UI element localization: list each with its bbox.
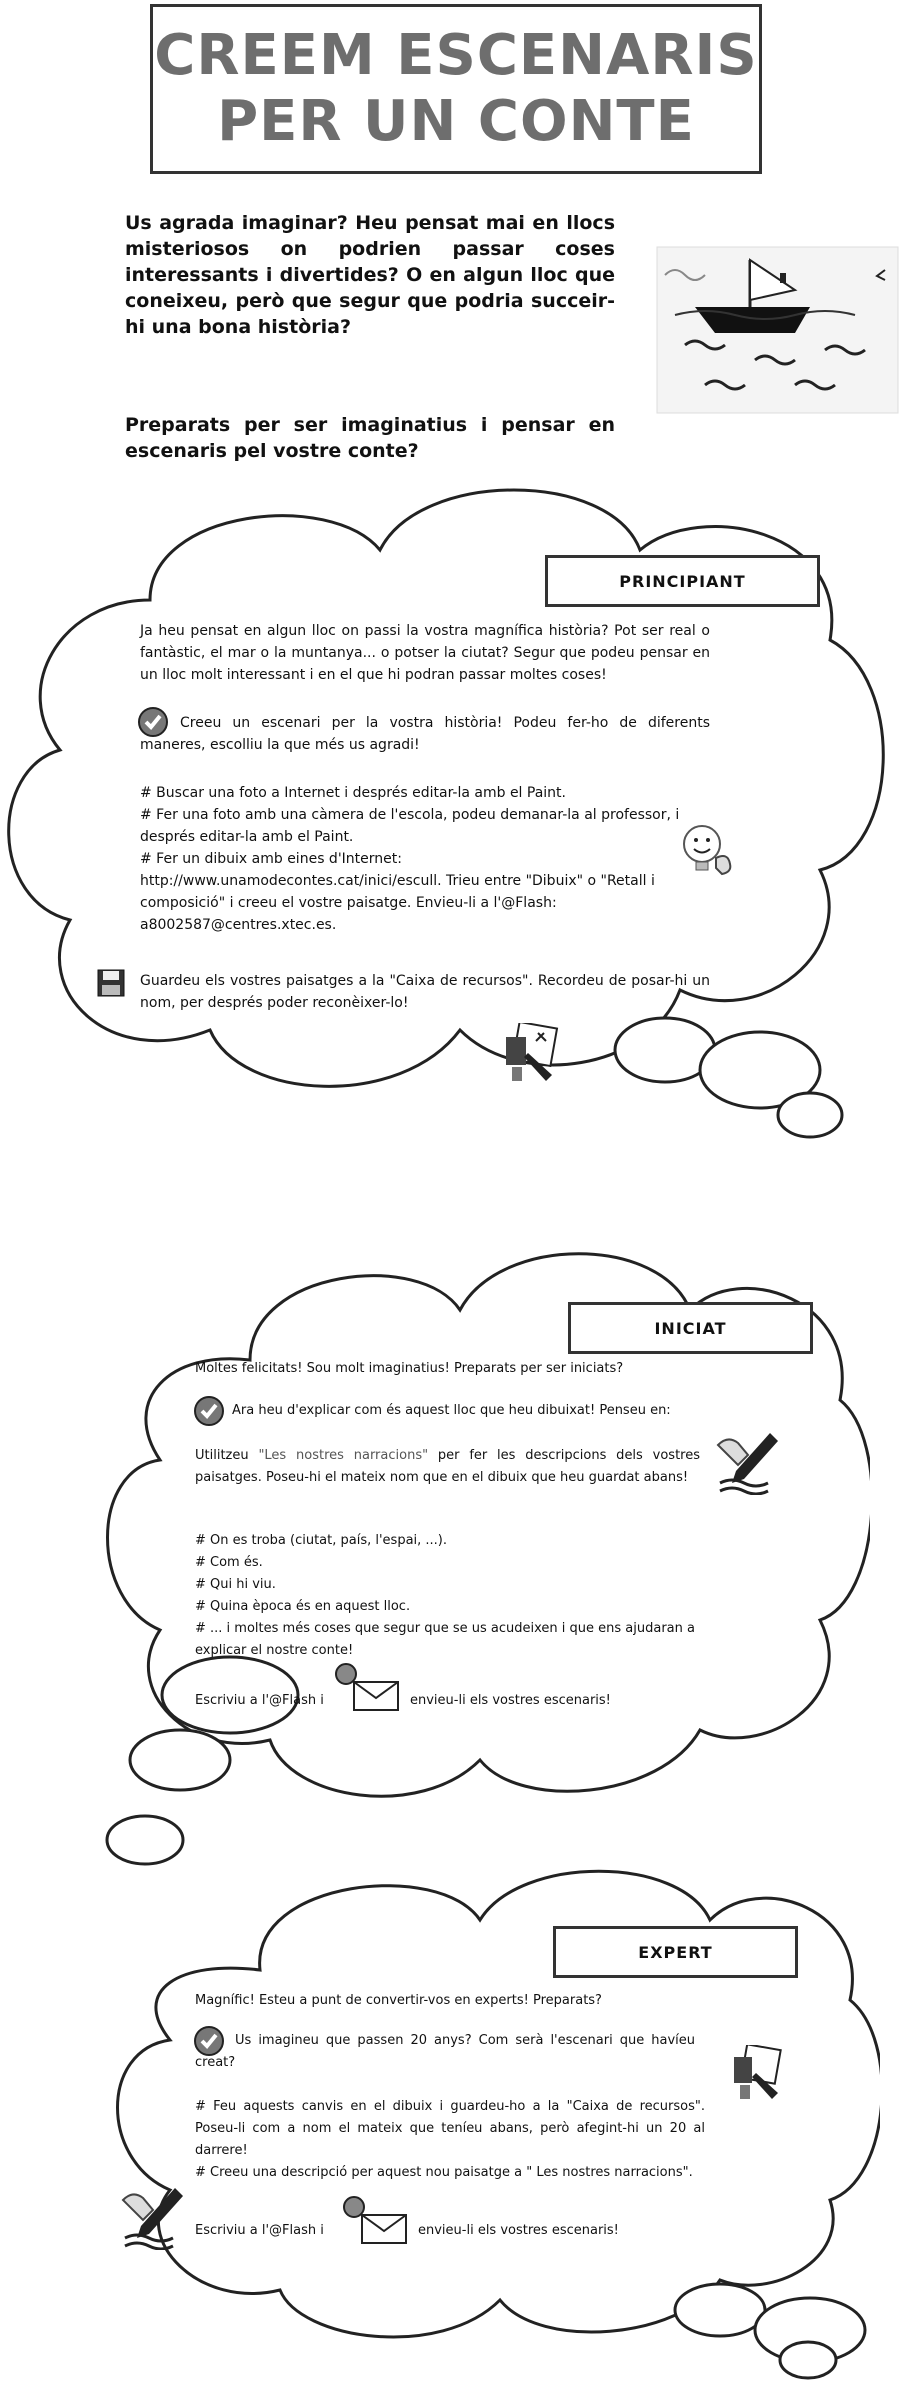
page-title-line-1: CREEM ESCENARIS bbox=[154, 23, 758, 88]
iniciat-narrations-prefix: Utilitzeu bbox=[195, 1448, 259, 1463]
floppy-disk-icon bbox=[96, 968, 126, 998]
intro-paragraph-1: Us agrada imaginar? Heu pensat mai en llocs misteriosos on podrien passar coses interessants i divertides? O en algun lloc que coneixeu, però que segur que podria succeir-hi una bona història? bbox=[125, 212, 615, 338]
expert-step-1: # Feu aquests canvis en el dibuix i guardeu-ho a la "Caixa de recursos". Poseu-li com a nom el mateix que teníeu abans, però afegint-hi un 20 al darrere! bbox=[195, 2099, 705, 2158]
smiley-lightbulb-icon bbox=[678, 820, 738, 878]
principiant-intro: Ja heu pensat en algun lloc on passi la vostra magnífica història? Pot ser real o fantàstic, el mar o la muntanya... o potser la ciutat? Segur que podeu pensar en un lloc molt interessant i en el que hi podran passar moltes coses! bbox=[140, 623, 710, 683]
principiant-options bbox=[140, 782, 680, 936]
level-label-principiant: PRINCIPIANT bbox=[545, 555, 820, 607]
intro-paragraph-2: Preparats per ser imaginatius i pensar en escenaris pel vostre conte? bbox=[125, 414, 615, 462]
les-nostres-narracions-link[interactable]: "Les nostres narracions" bbox=[258, 1448, 429, 1463]
expert-step-2: # Creeu una descripció per aquest nou paisatge a " Les nostres narracions". bbox=[195, 2165, 693, 2180]
iniciat-explain: Ara heu d'explicar com és aquest lloc que heu dibuixat! Penseu en: bbox=[232, 1403, 671, 1418]
writing-hand-icon bbox=[115, 2180, 195, 2250]
page-title-box bbox=[150, 4, 762, 174]
principiant-option-1: # Buscar una foto a Internet i després editar-la amb el Paint. bbox=[140, 785, 566, 801]
iniciat-question-5: # ... i moltes més coses que segur que se us acudeixen i que ens ajudaran a explicar el nostre conte! bbox=[195, 1621, 695, 1658]
email-icon[interactable] bbox=[332, 1662, 404, 1714]
iniciat-write-flash: Escriviu a l'@Flash i bbox=[195, 1693, 324, 1708]
iniciat-send-scenes: envieu-li els vostres escenaris! bbox=[410, 1693, 611, 1708]
iniciat-narrations bbox=[195, 1445, 700, 1489]
check-icon bbox=[193, 1395, 225, 1427]
level-label-iniciat: INICIAT bbox=[568, 1302, 813, 1354]
principiant-text bbox=[140, 620, 710, 686]
iniciat-question-2: # Com és. bbox=[195, 1555, 263, 1570]
expert-send-scenes: envieu-li els vostres escenaris! bbox=[418, 2223, 619, 2238]
iniciat-question-4: # Quina època és en aquest lloc. bbox=[195, 1599, 411, 1614]
expert-imagine: Us imagineu que passen 20 anys? Com serà l'escenari que havíeu creat? bbox=[195, 2033, 695, 2070]
writing-hand-icon bbox=[710, 1425, 785, 1495]
principiant-option-3: # Fer un dibuix amb eines d'Internet: bbox=[140, 851, 402, 867]
expert-changes bbox=[195, 2096, 705, 2184]
expert-intro: Magnífic! Esteu a punt de convertir-vos en experts! Preparats? bbox=[195, 1993, 602, 2008]
paint-tools-icon bbox=[730, 2045, 785, 2103]
principiant-option-3-link[interactable]: http://www.unamodecontes.cat/inici/escull. Trieu entre "Dibuix" o "Retall i composició" i creeu el vostre paisatge. Envieu-li a l'@Flash: a8002587@centres.xtec.es. bbox=[140, 873, 655, 933]
iniciat-question-3: # Qui hi viu. bbox=[195, 1577, 276, 1592]
iniciat-question-1: # On es troba (ciutat, país, l'espai, ...). bbox=[195, 1533, 448, 1548]
email-icon[interactable] bbox=[340, 2195, 412, 2247]
principiant-save-instructions: Guardeu els vostres paisatges a la "Caixa de recursos". Recordeu de posar-hi un nom, per després poder reconèixer-lo! bbox=[140, 973, 710, 1011]
iniciat-intro: Moltes felicitats! Sou molt imaginatius! Preparats per ser iniciats? bbox=[195, 1361, 624, 1376]
boat-drawing bbox=[655, 245, 900, 415]
iniciat-narrations-suffix: per fer les descripcions dels vostres paisatges. Poseu-hi el mateix nom que en el dibuix que heu guardat abans! bbox=[195, 1448, 700, 1485]
principiant-option-2: # Fer una foto amb una càmera de l'escola, podeu demanar-la al professor, i després editar-la amb el Paint. bbox=[140, 807, 680, 845]
page-title-line-2: PER UN CONTE bbox=[217, 89, 695, 154]
iniciat-questions bbox=[195, 1530, 715, 1662]
paint-tools-icon bbox=[498, 1023, 560, 1085]
expert-write-flash: Escriviu a l'@Flash i bbox=[195, 2223, 324, 2238]
level-label-expert: EXPERT bbox=[553, 1926, 798, 1978]
principiant-create-scene: Creeu un escenari per la vostra història! Podeu fer-ho de diferents maneres, escolliu la que més us agradi! bbox=[140, 715, 710, 753]
